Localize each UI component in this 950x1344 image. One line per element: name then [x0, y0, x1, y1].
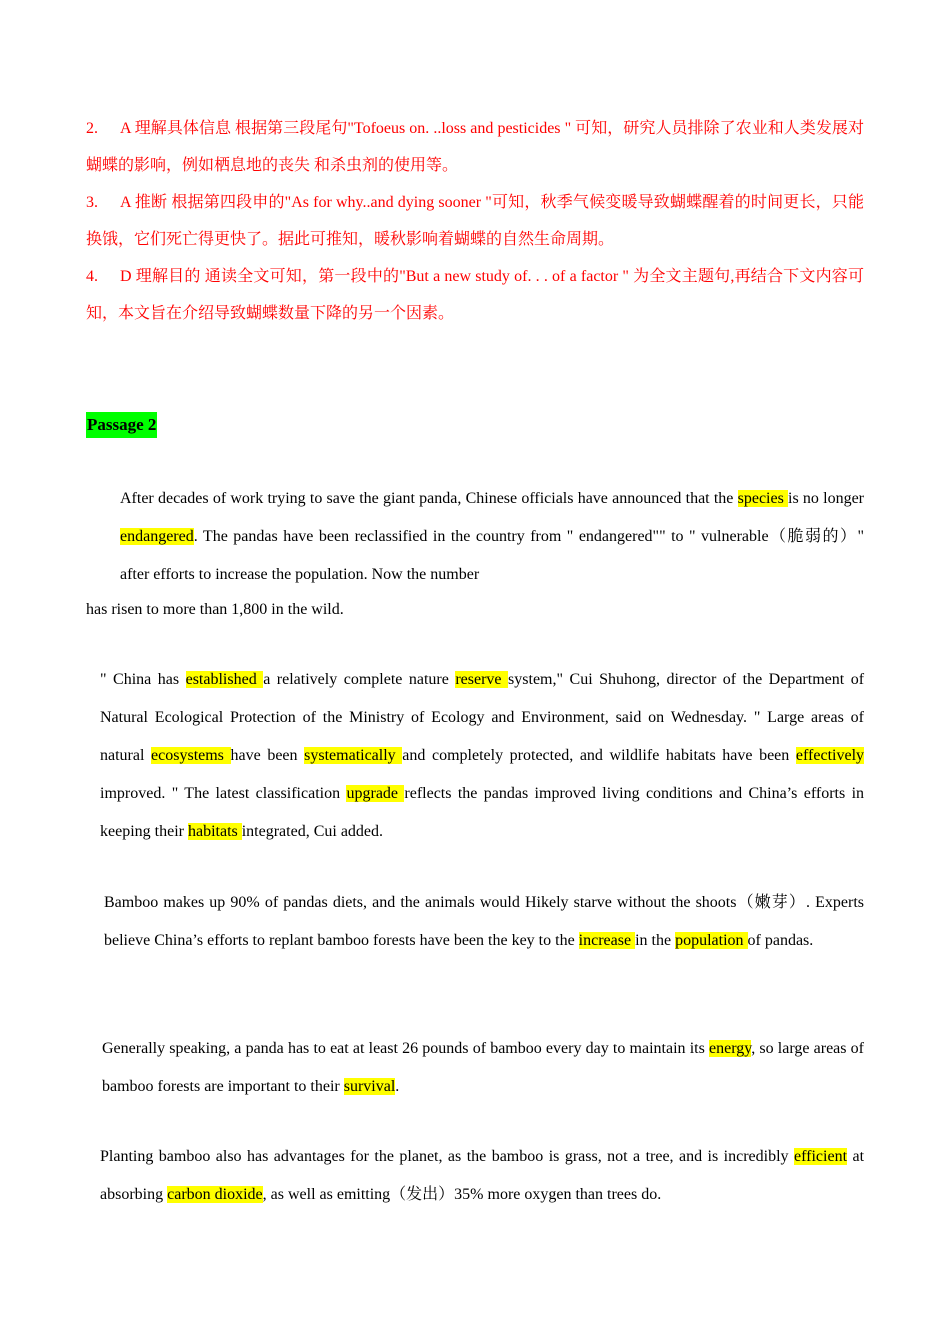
text-run: After decades of work trying to save the giant panda, Chinese officials have announced that the	[120, 490, 738, 507]
paragraph-5	[86, 1138, 864, 1214]
answer-number: 3.	[86, 194, 98, 211]
paragraph-1-continued	[86, 595, 864, 625]
highlighted-word: energy	[709, 1040, 752, 1057]
text-run: of pandas.	[747, 932, 814, 949]
text-run: integrated, Cui added.	[241, 823, 384, 840]
highlighted-word: increase	[578, 932, 636, 949]
paragraph-1	[86, 480, 864, 594]
highlighted-word: ecosystems	[151, 747, 231, 764]
answer-text: A 理解具体信息 根据第三段尾句"Tofoeus on. ..loss and pesticides " 可知，研究人员排除了农业和人类发展对蝴蝶的影响，例如栖息地的丧失 和杀虫剂的使用等。	[86, 120, 864, 174]
highlighted-word: carbon dioxide	[167, 1186, 263, 1203]
text-run: at absorbing	[100, 1148, 865, 1203]
highlighted-word: population	[675, 932, 748, 949]
answer-explanations	[86, 110, 864, 332]
text-run: in the	[635, 932, 676, 949]
text-run: have been	[230, 747, 305, 764]
highlighted-word: systematically	[304, 747, 403, 764]
highlighted-word: survival	[343, 1078, 396, 1095]
highlighted-word: established	[185, 671, 264, 688]
text-run: , as well as emitting（发出）35% more oxygen than trees do.	[262, 1186, 662, 1203]
paragraph-4	[86, 1030, 864, 1106]
paragraph-3	[86, 884, 864, 960]
paragraph-2	[86, 661, 864, 851]
answer-item	[86, 184, 864, 258]
text-run: , so large areas of bamboo forests are important to their	[102, 1040, 865, 1095]
text-run: system," Cui Shuhong, director of the Department of Natural Ecological Protection of the Ministry of Ecology and Environment, said on Wednesday. " Large areas of natural	[100, 671, 865, 764]
text-run: Planting bamboo also has advantages for the planet, as the bamboo is grass, not a tree, and is incredibly	[100, 1148, 794, 1165]
text-run: Bamboo makes up 90% of pandas diets, and the animals would Hikely starve without the shoots（嫩芽）. Experts believe China’s efforts to replant bamboo forests have been the key to the	[104, 894, 864, 949]
text-run: improved. " The latest classification	[100, 785, 347, 802]
text-run: has risen to more than 1,800 in the wild.	[86, 601, 344, 618]
text-run: . The pandas have been reclassified in the country from " endangered"" to " vulnerable（脆弱的）" after efforts to increase the population. Now the number	[120, 528, 864, 583]
highlighted-word: endangered	[120, 528, 194, 545]
text-run: is no longer	[788, 490, 865, 507]
text-run: and completely protected, and wildlife habitats have been	[402, 747, 796, 764]
text-run: Generally speaking, a panda has to eat at least 26 pounds of bamboo every day to maintain its	[102, 1040, 709, 1057]
highlighted-word: upgrade	[346, 785, 405, 802]
text-run: .	[395, 1078, 400, 1095]
highlighted-word: habitats	[187, 823, 242, 840]
answer-number: 4.	[86, 268, 98, 285]
highlighted-word: efficient	[794, 1148, 848, 1165]
answer-item	[86, 258, 864, 332]
text-run: a relatively complete nature	[263, 671, 456, 688]
text-run: " China has	[100, 671, 186, 688]
answer-number: 2.	[86, 120, 98, 137]
answer-text: D 理解目的 通读全文可知，第一段中的"But a new study of. . . of a factor " 为全文主题句,再结合下文内容可知，本文旨在介绍导致蝴蝶数量下降的另一个因素。	[86, 268, 864, 322]
highlighted-word: species	[737, 490, 789, 507]
highlighted-word: effectively	[795, 747, 865, 764]
highlighted-word: reserve	[455, 671, 509, 688]
text-run: reflects the pandas improved living conditions and China’s efforts in keeping their	[100, 785, 865, 840]
passage-title: Passage 2	[86, 412, 157, 438]
answer-text: A 推断 根据第四段申的"As for why..and dying sooner "可知，秋季气候变暖导致蝴蝶醒着的时间更长，只能换饿，它们死亡得更快了。据此可推知，暖秋影响着蝴蝶的自然生命周期。	[86, 194, 864, 248]
answer-item	[86, 110, 864, 184]
